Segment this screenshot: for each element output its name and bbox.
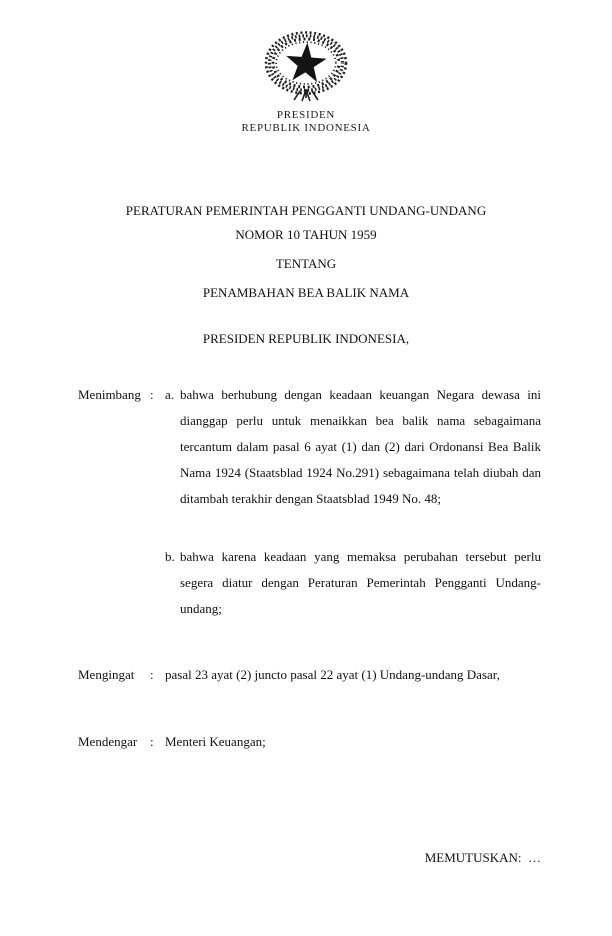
- document-title-subject: PENAMBAHAN BEA BALIK NAMA: [202, 285, 410, 300]
- menimbang-content: [165, 382, 541, 622]
- star-icon: [285, 41, 328, 82]
- memutuskan-line: MEMUTUSKAN: …: [424, 850, 541, 865]
- menimbang-item-b: [165, 544, 541, 622]
- mengingat-section: [78, 662, 541, 688]
- presidential-seal-icon: [261, 29, 351, 105]
- letterhead-presiden: PRESIDEN: [276, 109, 336, 121]
- mengingat-colon: :: [150, 667, 154, 682]
- mendengar-label: Mendengar: [78, 734, 138, 749]
- item-a-marker: a.: [165, 387, 175, 402]
- item-b-marker: b.: [165, 549, 175, 564]
- mendengar-colon: :: [150, 734, 154, 749]
- menimbang-colon: :: [150, 387, 154, 402]
- document-title-number: NOMOR 10 TAHUN 1959: [235, 227, 377, 242]
- item-a-text: bahwa berhubung dengan keadaan keuangan Negara dewasa ini dianggap perlu untuk menaikkan bea balik nama sebagaimana tercantum dalam pasal 6 ayat (1) dan (2) dari Ordonansi Bea Balik Nama 1924 (Staatsblad 1924 No.291) sebagaimana telah diubah dan ditambah terakhir dengan Staatsblad 1949 No. 48;: [180, 387, 541, 506]
- item-b-text: bahwa karena keadaan yang memaksa perubahan tersebut perlu segera diatur dengan Peraturan Pemerintah Pengganti Undang-undang;: [180, 549, 541, 616]
- document-title-line1: PERATURAN PEMERINTAH PENGGANTI UNDANG-UNDANG: [125, 203, 487, 218]
- menimbang-section: [78, 382, 541, 622]
- mengingat-label: Mengingat: [78, 667, 135, 682]
- menimbang-item-a: [165, 382, 541, 512]
- preamble-heading: PRESIDEN REPUBLIK INDONESIA,: [202, 331, 410, 346]
- menimbang-label: Menimbang: [78, 387, 141, 402]
- document-title-tentang: TENTANG: [275, 256, 337, 271]
- letterhead-republik-indonesia: REPUBLIK INDONESIA: [241, 122, 371, 134]
- mendengar-text: Menteri Keuangan;: [165, 734, 266, 749]
- letterhead: [0, 109, 612, 135]
- mengingat-text: pasal 23 ayat (2) juncto pasal 22 ayat (1) Undang-undang Dasar,: [165, 667, 500, 682]
- mendengar-section: [78, 729, 541, 755]
